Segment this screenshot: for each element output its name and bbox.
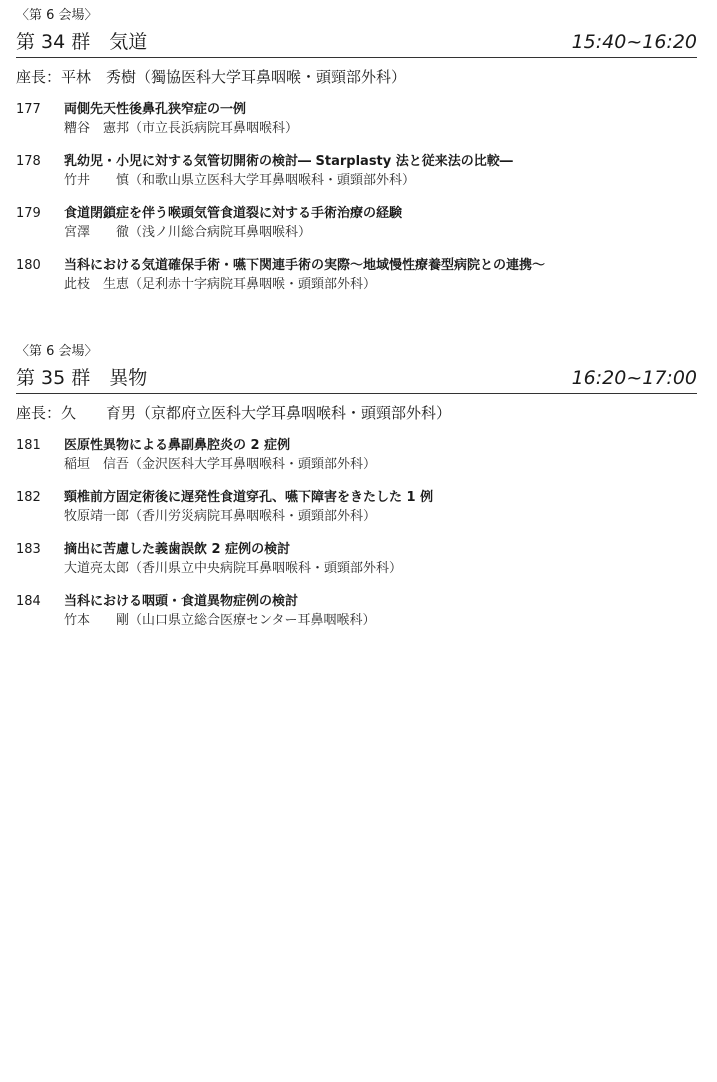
talk-author: 糟谷 憲邦（市立長浜病院耳鼻咽喉科） (64, 121, 299, 136)
session-header (16, 365, 697, 394)
talk-number: 179 (16, 206, 41, 221)
talk-item (16, 542, 697, 594)
talk-number: 177 (16, 102, 41, 117)
talk-title: 食道閉鎖症を伴う喉頭気管食道裂に対する手術治療の経験 (64, 206, 403, 221)
talk-title: 当科における咽頭・食道異物症例の検討 (64, 594, 299, 609)
talk-author: 此枝 生恵（足利赤十字病院耳鼻咽喉・頭頸部外科） (64, 277, 377, 292)
session-header (16, 29, 697, 58)
talk-title: 当科における気道確保手術・嚥下関連手術の実際～地域慢性療養型病院との連携～ (64, 258, 546, 273)
chairperson: 座長：久 育男（京都府立医科大学耳鼻咽喉科・頭頸部外科） (16, 404, 452, 422)
venue-label: 〈第 6 会場〉 (16, 344, 98, 359)
talk-item (16, 594, 697, 646)
talk-item (16, 438, 697, 490)
talk-item (16, 154, 697, 206)
talk-title: 頸椎前方固定術後に遅発性食道穿孔、嚥下障害をきたした 1 例 (64, 490, 434, 505)
talk-number: 182 (16, 490, 41, 505)
talk-item (16, 490, 697, 542)
talk-number: 183 (16, 542, 41, 557)
talk-author: 稲垣 信吾（金沢医科大学耳鼻咽喉科・頭頸部外科） (64, 457, 377, 472)
talk-author: 牧原靖一郎（香川労災病院耳鼻咽喉科・頭頸部外科） (64, 509, 377, 524)
talk-author: 大道亮太郎（香川県立中央病院耳鼻咽喉科・頭頸部外科） (64, 561, 403, 576)
talk-title: 医原性異物による鼻副鼻腔炎の 2 症例 (64, 438, 291, 453)
group-time: 16:20~17:00 (571, 367, 697, 389)
talk-author: 竹井 慎（和歌山県立医科大学耳鼻咽喉科・頭頸部外科） (64, 173, 416, 188)
talk-title: 両側先天性後鼻孔狭窄症の一例 (64, 102, 247, 117)
session-35 (16, 344, 697, 646)
talk-author: 宮澤 徹（浅ノ川総合病院耳鼻咽喉科） (64, 225, 312, 240)
talk-number: 184 (16, 594, 41, 609)
chairperson: 座長：平林 秀樹（獨協医科大学耳鼻咽喉・頭頸部外科） (16, 68, 407, 86)
talk-item (16, 102, 697, 154)
talk-number: 178 (16, 154, 41, 169)
talk-author: 竹本 剛（山口県立総合医療センター耳鼻咽喉科） (64, 613, 376, 628)
talk-list (16, 102, 697, 310)
venue-label: 〈第 6 会場〉 (16, 8, 98, 23)
talk-number: 180 (16, 258, 41, 273)
talk-title: 乳幼児・小児に対する気管切開術の検討― Starplasty 法と従来法の比較― (64, 154, 513, 169)
talk-list (16, 438, 697, 646)
talk-number: 181 (16, 438, 41, 453)
talk-item (16, 258, 697, 310)
group-title: 第 34 群 気道 (16, 31, 148, 53)
session-34 (16, 8, 697, 310)
group-title: 第 35 群 異物 (16, 367, 148, 389)
talk-item (16, 206, 697, 258)
group-time: 15:40~16:20 (571, 31, 697, 53)
talk-title: 摘出に苦慮した義歯誤飲 2 症例の検討 (64, 542, 291, 557)
